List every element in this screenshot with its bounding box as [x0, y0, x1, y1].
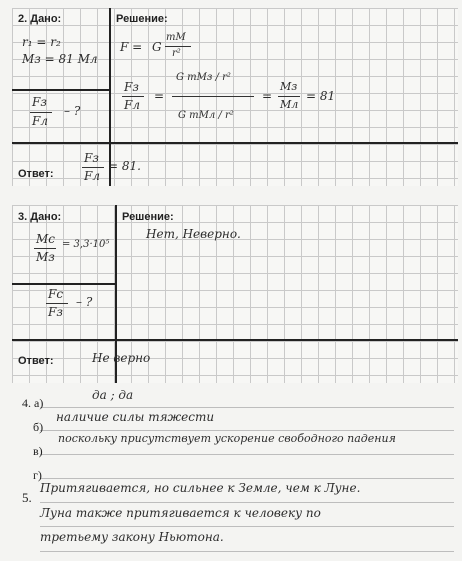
task2-big-num: G mMз / r² [176, 72, 231, 83]
task2-m-bar [278, 96, 300, 97]
task3-given-val: = 3,3·10⁵ [62, 239, 110, 250]
task2-grid [12, 8, 458, 186]
task2-eq1: = [154, 89, 165, 103]
task4-answer-a: да ; да [92, 388, 134, 402]
task2-answer-den: Fл [84, 169, 100, 183]
task3-answer-text: Не верно [92, 351, 151, 365]
task3-grid [12, 205, 458, 383]
task2-ratio-den: Fл [124, 98, 140, 112]
task4-answer-b: наличие силы тяжести [56, 410, 215, 424]
task3-find-den: Fз [48, 305, 63, 319]
task2-given-1: r₁ = r₂ [22, 35, 61, 49]
task2-find-den: Fл [32, 114, 48, 128]
task3-divider-given [12, 283, 115, 285]
task2-answer-val: = 81. [108, 159, 141, 173]
task5-line-3: третьему закону Ньютона. [40, 530, 224, 544]
task4-number-label: 4. [22, 396, 31, 410]
task2-ratio-bar [122, 96, 144, 97]
rule-line [40, 478, 454, 479]
task2-answer-num: Fз [84, 151, 99, 165]
task4-item-label-c: в) [33, 444, 43, 458]
task2-m-num: Mз [280, 80, 298, 93]
task5-line-1: Притягивается, но сильнее к Земле, чем к Луне. [40, 481, 361, 495]
task2-find-bar [30, 112, 52, 113]
task3-find-bar [46, 303, 68, 304]
task2-divider-answer [12, 142, 458, 144]
task2-given-label: 2. Дано: [18, 13, 62, 25]
task2-formula-num: mM [166, 32, 186, 43]
task2-divider-given [12, 89, 109, 91]
task4-item-label-b: б) [33, 420, 44, 434]
rule-line [40, 454, 454, 455]
task4-item-label-d: г) [33, 468, 42, 482]
task2-formula-bar [165, 46, 191, 47]
task3-given-num: Mс [36, 232, 56, 246]
rule-line [40, 430, 454, 431]
task2-formula-g: G [152, 40, 162, 54]
task2-find-num: Fз [32, 95, 47, 109]
task3-answer-label: Ответ: [18, 355, 54, 367]
task3-solution-label: Решение: [122, 211, 174, 223]
task3-given-den: Mз [36, 250, 55, 264]
task5-number: 5. [22, 490, 32, 505]
task4-number [22, 396, 43, 411]
task2-result: = 81 [306, 89, 336, 103]
rule-line [40, 502, 454, 503]
task2-formula-den: r² [172, 48, 181, 59]
task5-line-2: Луна также притягивается к человеку по [40, 506, 321, 520]
task3-given-label: 3. Дано: [18, 211, 62, 223]
task2-find-q: – ? [64, 104, 81, 118]
task2-answer-label: Ответ: [18, 168, 54, 180]
task3-given-bar [34, 248, 56, 249]
task2-m-den: Mл [280, 98, 299, 111]
task4-answer-c: поскольку присутствует ускорение свободного падения [58, 432, 396, 445]
task2-eq2: = [262, 89, 273, 103]
task3-solution-text: Нет, Неверно. [146, 227, 241, 241]
task2-solution-label: Решение: [116, 13, 168, 25]
task4-item-label-a: а) [34, 396, 44, 410]
rule-line [40, 526, 454, 527]
task2-given-2: Mз = 81 Mл [22, 52, 98, 66]
task2-formula-lhs: F = [120, 40, 143, 54]
task3-find-q: – ? [76, 295, 93, 309]
task3-divider-answer [12, 339, 458, 341]
task2-big-bar [172, 96, 254, 97]
task2-answer-bar [82, 167, 104, 168]
rule-line [40, 407, 454, 408]
task3-find-num: Fс [48, 287, 64, 301]
task2-big-den: G mMл / r² [178, 110, 234, 121]
rule-line [40, 551, 454, 552]
task2-ratio-num: Fз [124, 80, 139, 94]
